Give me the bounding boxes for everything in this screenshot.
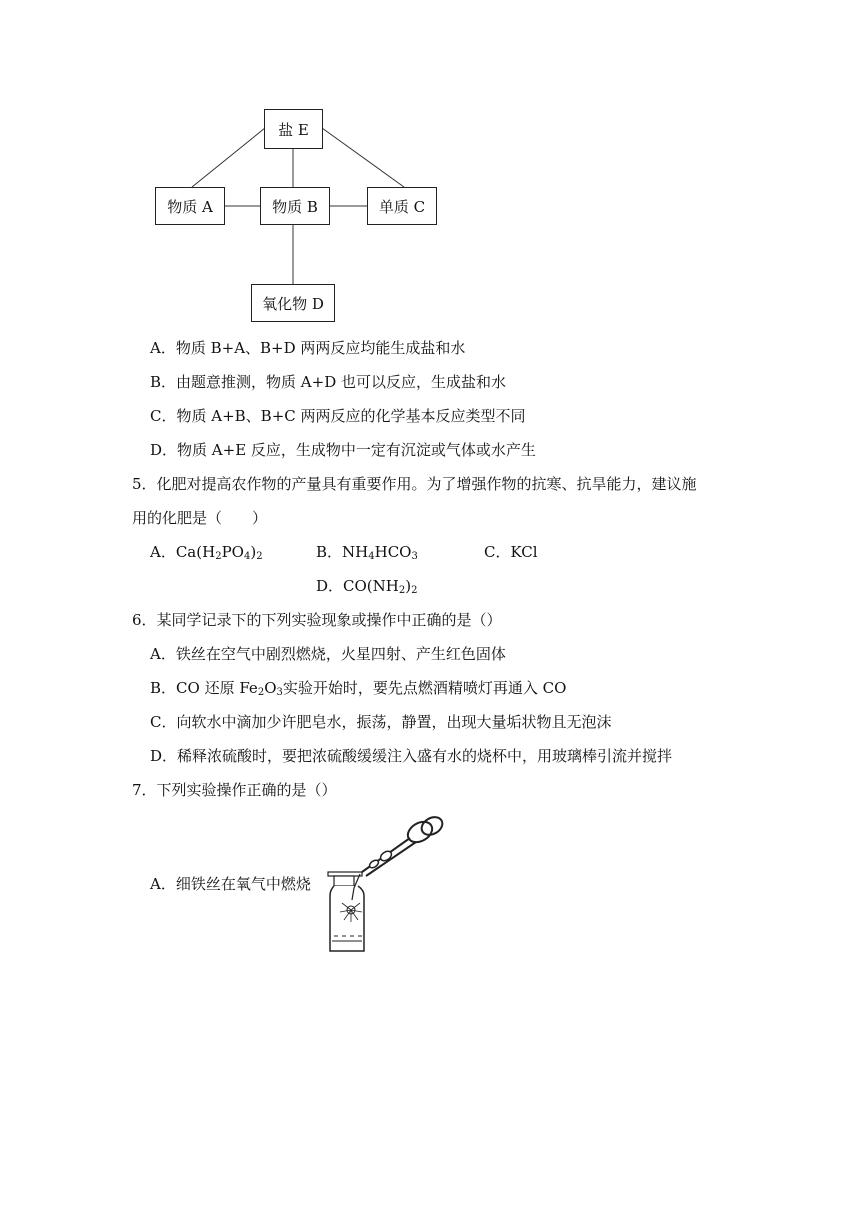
node-element-c: 单质 C	[367, 187, 437, 225]
q6-option-d: D．稀释浓硫酸时，要把浓硫酸缓缓注入盛有水的烧杯中，用玻璃棒引流并搅拌	[150, 747, 673, 765]
q4-option-a: A．物质 B+A、B+D 两两反应均能生成盐和水	[150, 339, 466, 357]
q5-stem-line2: 用的化肥是（ ）	[132, 509, 268, 527]
q6-stem: 6．某同学记录下的下列实验现象或操作中正确的是（）	[132, 611, 502, 629]
q6-option-c: C．向软水中滴加少许肥皂水，振荡，静置，出现大量垢状物且无泡沫	[150, 713, 612, 731]
bottle-neck	[334, 876, 354, 886]
q4-option-d: D．物质 A+E 反应，生成物中一定有沉淀或气体或水产生	[150, 441, 536, 459]
q4-option-c: C．物质 A+B、B+C 两两反应的化学基本反应类型不同	[150, 407, 526, 425]
q4-option-b: B．由题意推测，物质 A+D 也可以反应，生成盐和水	[150, 373, 506, 391]
q6-option-b: B．CO 还原 $Fe_2O_3$实验开始时，要先点燃酒精喷灯再通入 CO	[150, 679, 567, 698]
iron-wire-oxygen-illustration	[320, 808, 450, 956]
node-substance-a: 物质 A	[155, 187, 225, 225]
connector-e-a	[192, 128, 265, 187]
q6-option-a: A．铁丝在空气中剧烈燃烧，火星四射、产生红色固体	[150, 645, 506, 663]
node-substance-b: 物质 B	[260, 187, 330, 225]
q5-option-c: C．KCl	[484, 543, 538, 561]
q5-option-b: B．$NH_4HCO_3$	[316, 543, 418, 562]
node-oxide-d: 氧化物 D	[251, 284, 335, 322]
q5-option-d: D．$CO(NH_2)_2$	[316, 577, 418, 596]
connector-e-c	[322, 128, 404, 187]
relationship-diagram	[0, 0, 860, 330]
q7-stem: 7．下列实验操作正确的是（）	[132, 781, 337, 799]
q5-option-a: A．$Ca(H_2PO_4)_2$	[150, 543, 263, 562]
q7-option-a: A．细铁丝在氧气中燃烧	[150, 875, 311, 893]
node-salt-e: 盐 E	[264, 109, 323, 149]
q5-stem-line1: 5．化肥对提高农作物的产量具有重要作用。为了增强作物的抗寒、抗旱能力，建议施	[132, 475, 697, 493]
tongs-arm-2	[366, 842, 416, 876]
tongs-handle-ring-1	[404, 818, 436, 847]
